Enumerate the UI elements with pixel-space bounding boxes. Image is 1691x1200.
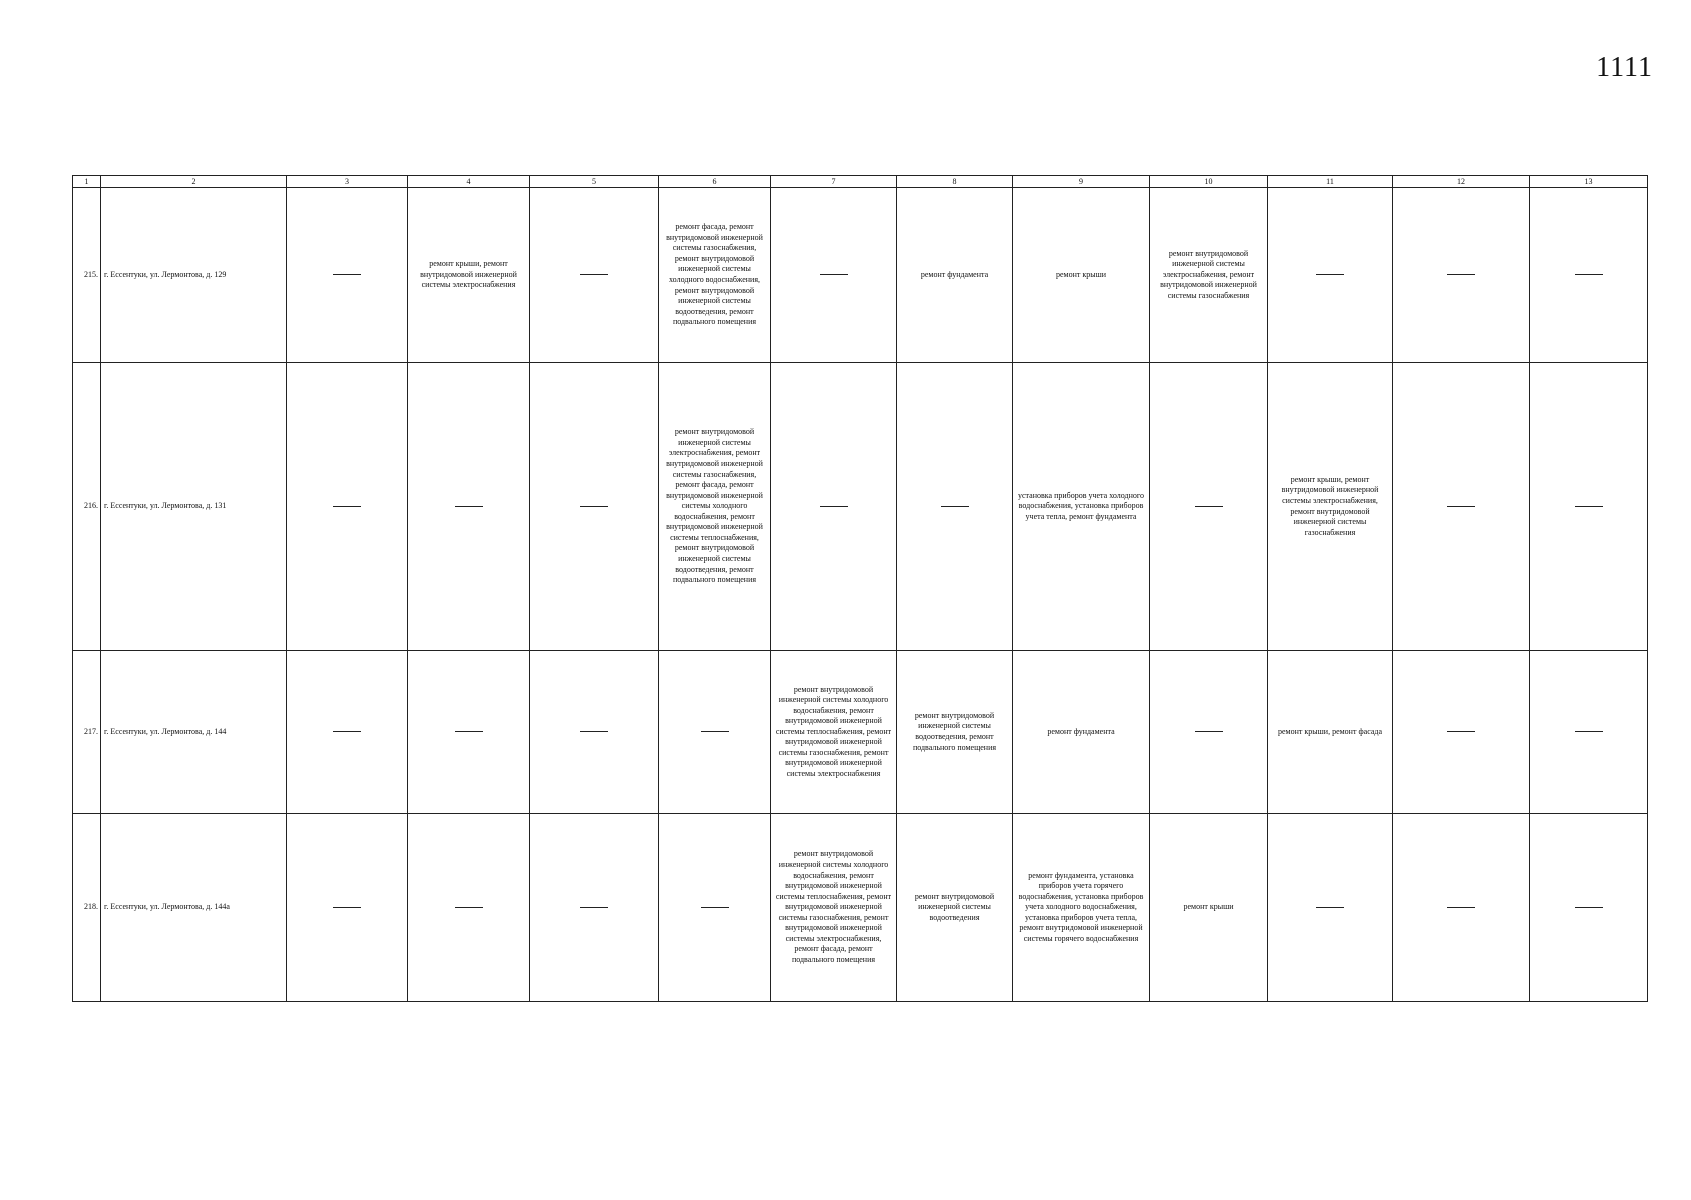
empty-cell xyxy=(408,814,530,1002)
row-address: г. Ессентуки, ул. Лермонтова, д. 144а xyxy=(101,814,287,1002)
empty-cell xyxy=(1268,188,1393,363)
empty-cell xyxy=(1393,651,1530,814)
column-header: 7 xyxy=(771,176,897,188)
dash-mark xyxy=(941,506,969,507)
dash-mark xyxy=(1447,907,1475,908)
dash-mark xyxy=(580,506,608,507)
empty-cell xyxy=(287,363,408,651)
work-cell: ремонт внутридомовой инженерной системы холодного водоснабжения, ремонт внутридомовой инженерной системы теплоснабжения, ремонт внутридомовой инженерной системы газоснабжения, ремонт внутридомовой инженерной системы электроснабжения xyxy=(771,651,897,814)
empty-cell xyxy=(1393,188,1530,363)
row-address: г. Ессентуки, ул. Лермонтова, д. 131 xyxy=(101,363,287,651)
dash-mark xyxy=(1316,907,1344,908)
empty-cell xyxy=(287,651,408,814)
dash-mark xyxy=(455,731,483,732)
dash-mark xyxy=(1575,274,1603,275)
empty-cell xyxy=(1530,188,1648,363)
dash-mark xyxy=(820,506,848,507)
row-number: 217. xyxy=(73,651,101,814)
dash-mark xyxy=(580,731,608,732)
work-cell: ремонт крыши xyxy=(1013,188,1150,363)
work-cell: ремонт внутридомовой инженерной системы электроснабжения, ремонт внутридомовой инженерной системы газоснабжения xyxy=(1150,188,1268,363)
empty-cell xyxy=(530,651,659,814)
work-cell: ремонт крыши xyxy=(1150,814,1268,1002)
dash-mark xyxy=(1195,506,1223,507)
column-header: 1 xyxy=(73,176,101,188)
dash-mark xyxy=(701,731,729,732)
row-number: 218. xyxy=(73,814,101,1002)
empty-cell xyxy=(1530,814,1648,1002)
dash-mark xyxy=(1447,506,1475,507)
row-number: 215. xyxy=(73,188,101,363)
work-cell: ремонт фундамента xyxy=(897,188,1013,363)
dash-mark xyxy=(701,907,729,908)
column-header: 8 xyxy=(897,176,1013,188)
empty-cell xyxy=(1530,651,1648,814)
table-row xyxy=(73,188,1648,363)
dash-mark xyxy=(820,274,848,275)
empty-cell xyxy=(530,814,659,1002)
column-header-row xyxy=(73,176,1648,188)
dash-mark xyxy=(580,274,608,275)
work-cell: установка приборов учета холодного водоснабжения, установка приборов учета тепла, ремонт фундамента xyxy=(1013,363,1150,651)
row-number: 216. xyxy=(73,363,101,651)
empty-cell xyxy=(1393,363,1530,651)
empty-cell xyxy=(287,814,408,1002)
column-header: 10 xyxy=(1150,176,1268,188)
table-row xyxy=(73,363,1648,651)
empty-cell xyxy=(1530,363,1648,651)
empty-cell xyxy=(659,651,771,814)
empty-cell xyxy=(771,363,897,651)
work-cell: ремонт фундамента, установка приборов учета горячего водоснабжения, установка приборов учета холодного водоснабжения, установка приборов учета тепла, ремонт внутридомовой инженерной системы горячего водоснабжения xyxy=(1013,814,1150,1002)
dash-mark xyxy=(580,907,608,908)
column-header: 9 xyxy=(1013,176,1150,188)
column-header: 11 xyxy=(1268,176,1393,188)
empty-cell xyxy=(1150,363,1268,651)
row-address: г. Ессентуки, ул. Лермонтова, д. 144 xyxy=(101,651,287,814)
column-header: 5 xyxy=(530,176,659,188)
dash-mark xyxy=(333,274,361,275)
work-cell: ремонт внутридомовой инженерной системы холодного водоснабжения, ремонт внутридомовой инженерной системы теплоснабжения, ремонт внутридомовой инженерной системы газоснабжения, ремонт внутридомовой инженерной системы электроснабжения, ремонт фасада, ремонт подвального помещения xyxy=(771,814,897,1002)
empty-cell xyxy=(530,363,659,651)
column-header: 4 xyxy=(408,176,530,188)
dash-mark xyxy=(455,506,483,507)
repair-schedule-table xyxy=(72,175,1648,1002)
work-cell: ремонт внутридомовой инженерной системы электроснабжения, ремонт внутридомовой инженерной системы газоснабжения, ремонт фасада, ремонт внутридомовой инженерной системы холодного водоснабжения, ремонт внутридомовой инженерной системы теплоснабжения, ремонт внутридомовой инженерной системы водоотведения, ремонт подвального помещения xyxy=(659,363,771,651)
empty-cell xyxy=(1268,814,1393,1002)
column-header: 2 xyxy=(101,176,287,188)
row-address: г. Ессентуки, ул. Лермонтова, д. 129 xyxy=(101,188,287,363)
empty-cell xyxy=(659,814,771,1002)
table-row xyxy=(73,814,1648,1002)
empty-cell xyxy=(287,188,408,363)
dash-mark xyxy=(1447,274,1475,275)
table-row xyxy=(73,651,1648,814)
dash-mark xyxy=(1575,907,1603,908)
empty-cell xyxy=(897,363,1013,651)
work-cell: ремонт фасада, ремонт внутридомовой инженерной системы газоснабжения, ремонт внутридомовой инженерной системы холодного водоснабжения, ремонт внутридомовой инженерной системы водоотведения, ремонт подвального помещения xyxy=(659,188,771,363)
dash-mark xyxy=(333,506,361,507)
dash-mark xyxy=(455,907,483,908)
dash-mark xyxy=(1447,731,1475,732)
work-cell: ремонт крыши, ремонт фасада xyxy=(1268,651,1393,814)
column-header: 12 xyxy=(1393,176,1530,188)
page-number: 1111 xyxy=(1596,52,1653,83)
work-cell: ремонт крыши, ремонт внутридомовой инженерной системы электроснабжения, ремонт внутридомовой инженерной системы газоснабжения xyxy=(1268,363,1393,651)
dash-mark xyxy=(1575,506,1603,507)
column-header: 13 xyxy=(1530,176,1648,188)
empty-cell xyxy=(408,363,530,651)
empty-cell xyxy=(408,651,530,814)
work-cell: ремонт фундамента xyxy=(1013,651,1150,814)
column-header: 6 xyxy=(659,176,771,188)
work-cell: ремонт внутридомовой инженерной системы водоотведения, ремонт подвального помещения xyxy=(897,651,1013,814)
dash-mark xyxy=(1575,731,1603,732)
empty-cell xyxy=(1150,651,1268,814)
dash-mark xyxy=(1316,274,1344,275)
empty-cell xyxy=(1393,814,1530,1002)
empty-cell xyxy=(530,188,659,363)
dash-mark xyxy=(333,907,361,908)
column-header: 3 xyxy=(287,176,408,188)
dash-mark xyxy=(1195,731,1223,732)
work-cell: ремонт внутридомовой инженерной системы водоотведения xyxy=(897,814,1013,1002)
empty-cell xyxy=(771,188,897,363)
dash-mark xyxy=(333,731,361,732)
work-cell: ремонт крыши, ремонт внутридомовой инженерной системы электроснабжения xyxy=(408,188,530,363)
